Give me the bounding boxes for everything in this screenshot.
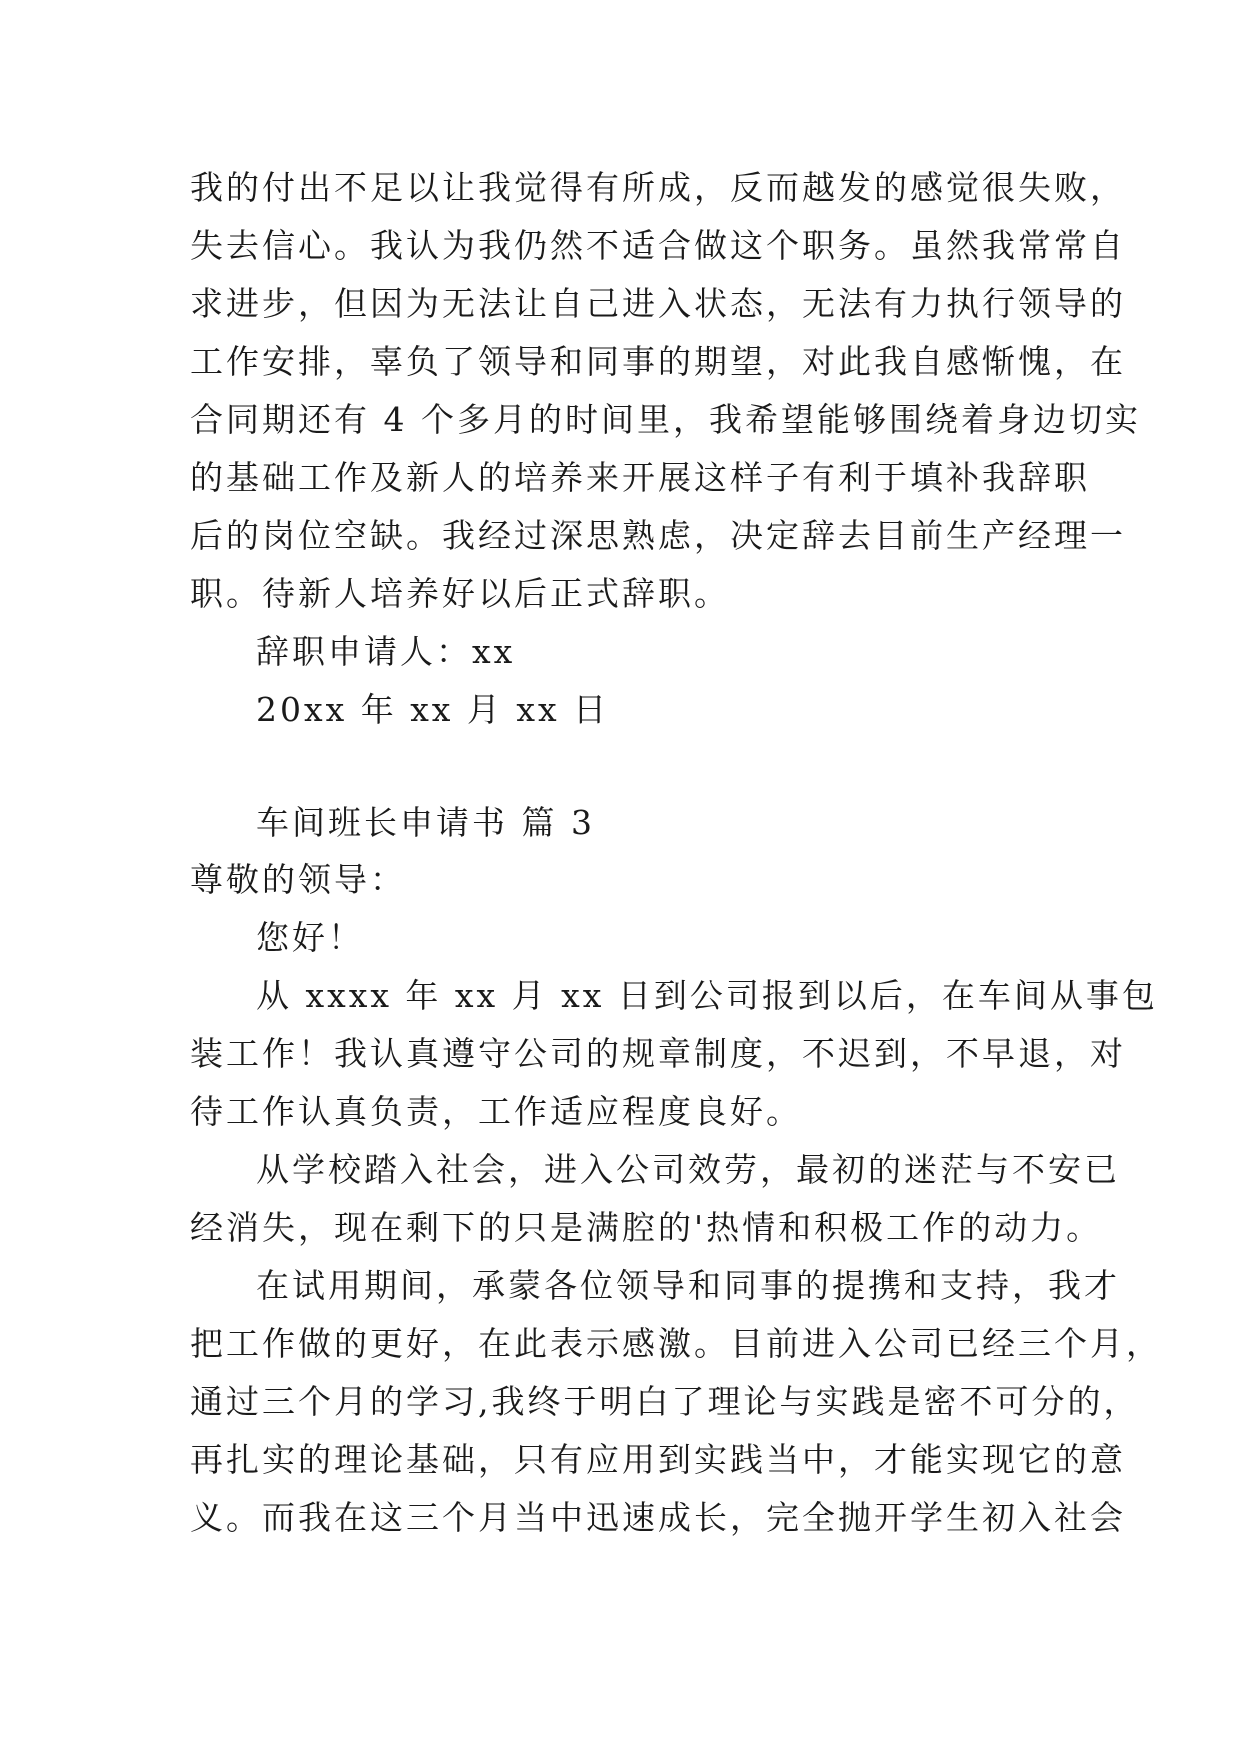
body-line: 装工作！我认真遵守公司的规章制度，不迟到，不早退，对 — [190, 1034, 1126, 1073]
body-line: 职。待新人培养好以后正式辞职。 — [190, 574, 730, 613]
body-line: 义。而我在这三个月当中迅速成长，完全抛开学生初入社会 — [190, 1498, 1126, 1537]
body-line: 的基础工作及新人的培养来开展这样子有利于填补我辞职 — [190, 458, 1090, 497]
body-line: 在试用期间，承蒙各位领导和同事的提携和支持，我才 — [256, 1266, 1120, 1305]
greeting: 您好！ — [256, 918, 364, 957]
section-title: 车间班长申请书 篇 3 — [256, 803, 595, 842]
body-line: 从学校踏入社会，进入公司效劳，最初的迷茫与不安已 — [256, 1150, 1120, 1189]
body-line: 后的岗位空缺。我经过深思熟虑，决定辞去目前生产经理一 — [190, 516, 1126, 555]
body-line: 合同期还有 4 个多月的时间里，我希望能够围绕着身边切实 — [190, 400, 1141, 439]
body-line: 把工作做的更好，在此表示感激。目前进入公司已经三个月， — [190, 1324, 1162, 1363]
body-line: 待工作认真负责，工作适应程度良好。 — [190, 1092, 802, 1131]
body-line: 我的付出不足以让我觉得有所成，反而越发的感觉很失败， — [190, 168, 1126, 207]
salutation: 尊敬的领导： — [190, 860, 406, 899]
body-line: 从 xxxx 年 xx 月 xx 日到公司报到以后，在车间从事包 — [256, 976, 1158, 1015]
body-line: 再扎实的理论基础，只有应用到实践当中，才能实现它的意 — [190, 1440, 1126, 1479]
body-line: 失去信心。我认为我仍然不适合做这个职务。虽然我常常自 — [190, 226, 1126, 265]
signature-line: 辞职申请人：xx — [256, 632, 516, 671]
body-line: 通过三个月的学习,我终于明白了理论与实践是密不可分的， — [190, 1382, 1140, 1421]
body-line: 工作安排，辜负了领导和同事的期望，对此我自感惭愧，在 — [190, 342, 1126, 381]
date-line: 20xx 年 xx 月 xx 日 — [256, 690, 610, 729]
body-line: 求进步，但因为无法让自己进入状态，无法有力执行领导的 — [190, 284, 1126, 323]
body-line: 经消失，现在剩下的只是满腔的'热情和积极工作的动力。 — [190, 1208, 1103, 1247]
